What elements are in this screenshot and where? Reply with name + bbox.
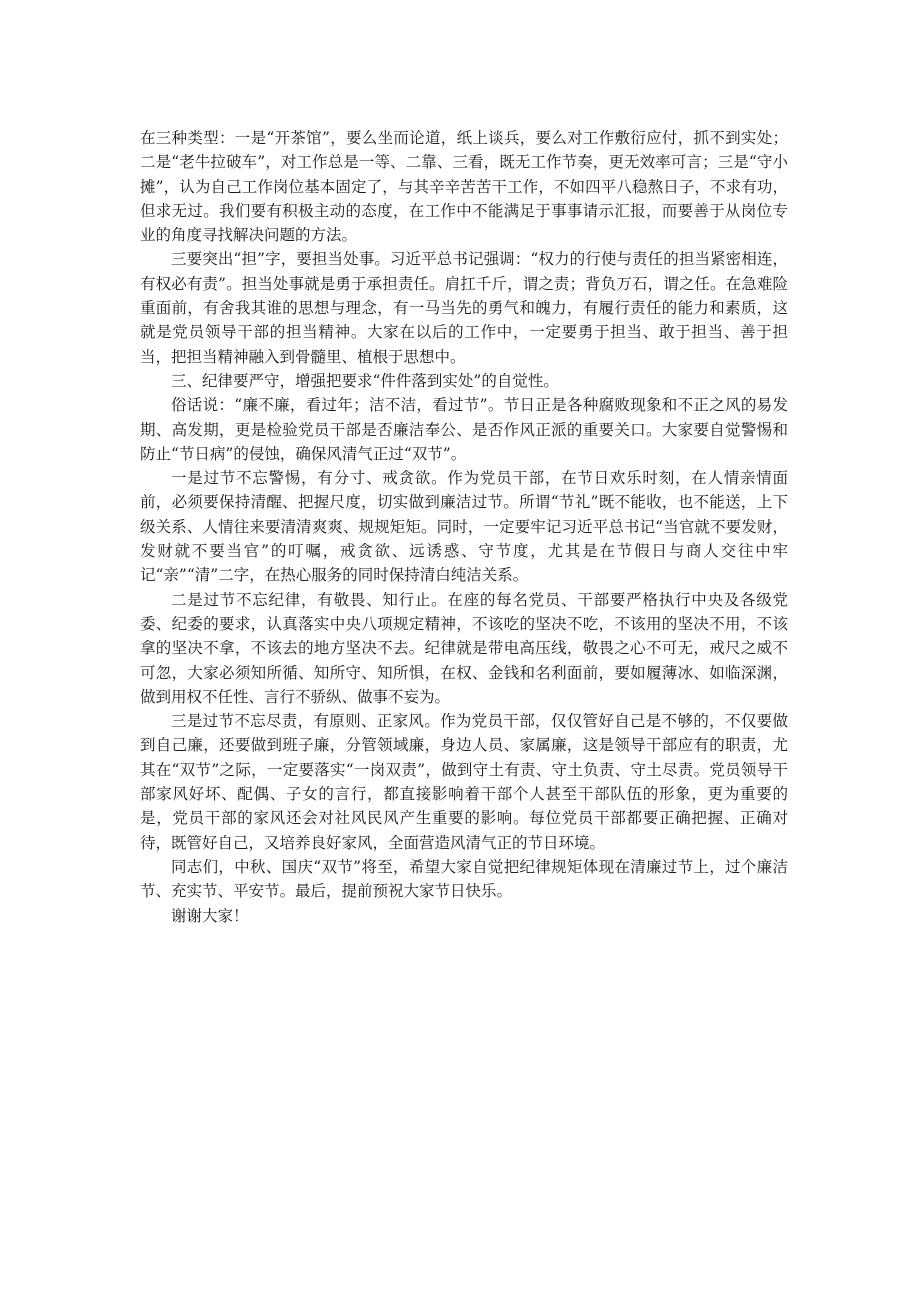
paragraph-4: 俗话说：“廉不廉，看过年；洁不洁，看过节”。节日正是各种腐败现象和不正之风的易发期、高发期，更是检验党员干部是否廉洁奉公、是否作风正派的重要关口。大家要自觉警惕和防止“节日病”的侵蚀，确保风清气正过“双节”。	[140, 396, 788, 463]
paragraph-5: 一是过节不忘警惕，有分寸、戒贪欲。作为党员干部，在节日欢乐时刻，在人情亲情面前，必须要保持清醒、把握尺度，切实做到廉洁过节。所谓“节礼”既不能收，也不能送，上下级关系、人情往来要清清爽爽、规规矩矩。同时，一定要牢记习近平总书记“当官就不要发财，发财就不要当官”的叮嘱，戒贪欲、远诱惑、守节度，尤其是在节假日与商人交往中牢记“亲”“清”二字，在热心服务的同时保持清白纯洁关系。	[140, 469, 788, 585]
paragraph-7: 三是过节不忘尽责，有原则、正家风。作为党员干部，仅仅管好自己是不够的，不仅要做到自己廉，还要做到班子廉，分管领域廉，身边人员、家属廉，这是领导干部应有的职责，尤其在“双节”之际，一定要落实“一岗双责”，做到守土有责、守土负责、守土尽责。党员领导干部家风好坏、配偶、子女的言行，都直接影响着干部个人甚至干部队伍的形象，更为重要的是，党员干部的家风还会对社风民风产生重要的影响。每位党员干部都要正确把握、正确对待，既管好自己，又培养良好家风，全面营造风清气正的节日环境。	[140, 712, 788, 852]
section-heading-3: 三、纪律要严守，增强把要求“件件落到实处”的自觉性。	[171, 371, 559, 390]
paragraph-1: 在三种类型：一是“开茶馆”，要么坐而论道，纸上谈兵，要么对工作敷衍应付，抓不到实处；二是“老牛拉破车”，对工作总是一等、二靠、三看，既无工作节奏，更无效率可言；三是“守小摊”，认为自己工作岗位基本固定了，与其辛辛苦苦干工作，不如四平八稳熬日子，不求有功，但求无过。我们要有积极主动的态度，在工作中不能满足于事事请示汇报，而要善于从岗位专业的角度寻找解决问题的方法。	[140, 129, 788, 245]
document-body	[140, 126, 788, 928]
paragraph-8: 同志们，中秋、国庆“双节”将至，希望大家自觉把纪律规矩体现在清廉过节上，过个廉洁节、充实节、平安节。最后，提前预祝大家节日快乐。	[140, 857, 788, 901]
paragraph-6: 二是过节不忘纪律，有敬畏、知行止。在座的每名党员、干部要严格执行中央及各级党委、纪委的要求，认真落实中央八项规定精神，不该吃的坚决不吃，不该用的坚决不用，不该拿的坚决不拿，不该去的地方坚决不去。纪律就是带电高压线，敬畏之心不可无，戒尺之威不可忽，大家必须知所循、知所守、知所惧，在权、金钱和名利面前，要如履薄冰、如临深渊，做到用权不任性、言行不骄纵、做事不妄为。	[140, 590, 788, 706]
closing-line: 谢谢大家！	[171, 906, 249, 925]
paragraph-2: 三要突出“担”字，要担当处事。习近平总书记强调：“权力的行使与责任的担当紧密相连，有权必有责”。担当处事就是勇于承担责任。肩扛千斤，谓之责；背负万石，谓之任。在急难险重面前，有舍我其谁的思想与理念，有一马当先的勇气和魄力，有履行责任的能力和素质，这就是党员领导干部的担当精神。大家在以后的工作中，一定要勇于担当、敢于担当、善于担当，把担当精神融入到骨髓里、植根于思想中。	[140, 250, 788, 366]
